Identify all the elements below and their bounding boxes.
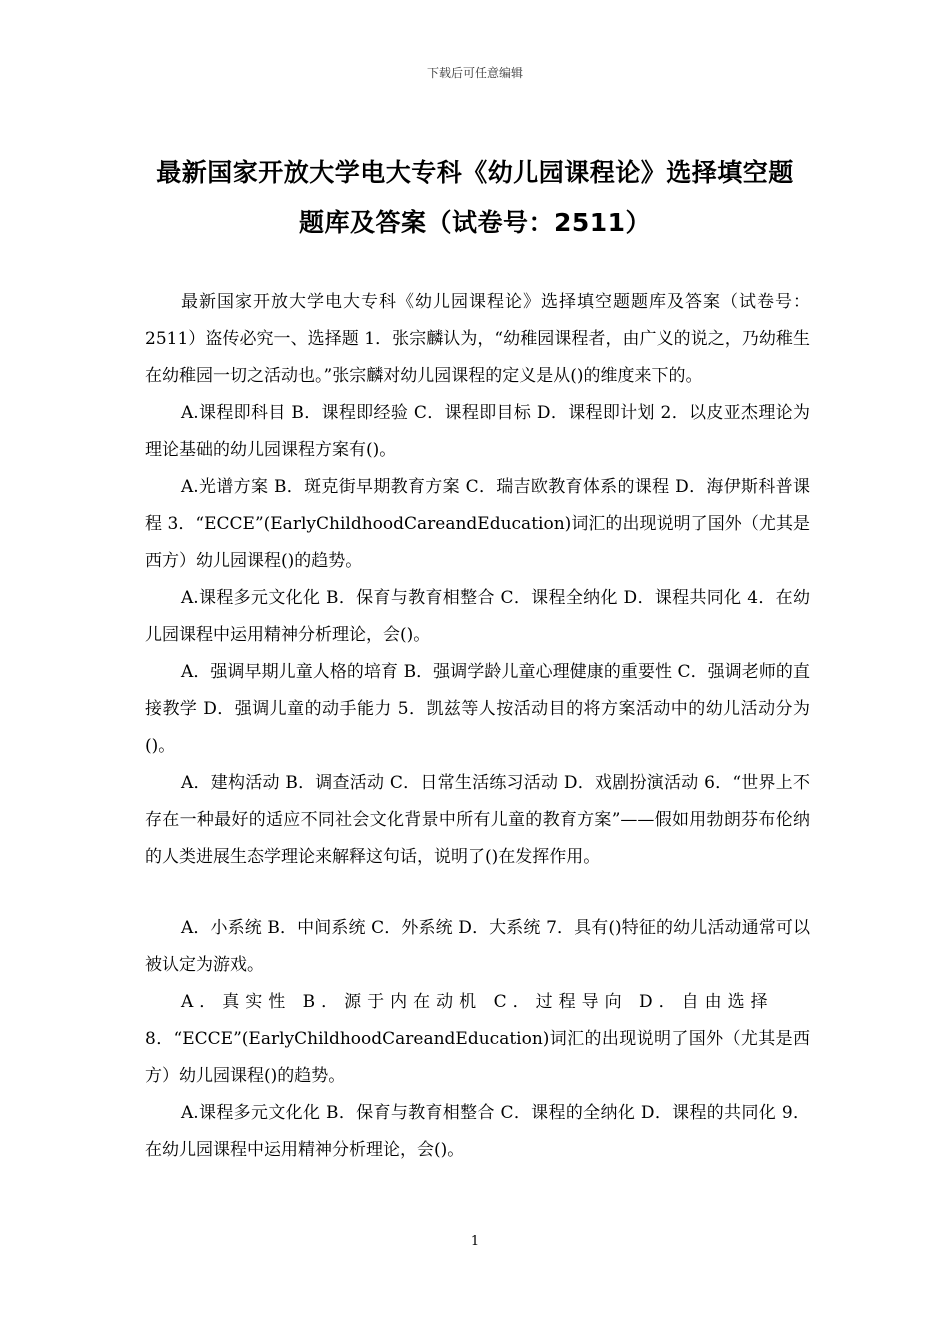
header-note: 下载后可任意编辑 [426,66,523,80]
page-number: 1 [470,1234,480,1249]
paragraph-q8-options: A.课程多元文化化 B．保育与教育相整合 C．课程的全纳化 D．课程的共同化 9．在幼儿园课程中运用精神分析理论，会()。 [145,1103,810,1160]
title-line-2: 题库及答案（试卷号：2511） [298,208,652,237]
paragraph-q4-options: A．强调早期儿童人格的培育 B．强调学龄儿童心理健康的重要性 C．强调老师的直接教学 D．强调儿童的动手能力 5．凯兹等人按活动目的将方案活动中的幼儿活动分为()。 [145,662,810,756]
paragraph-intro: 最新国家开放大学电大专科《幼儿园课程论》选择填空题题库及答案（试卷号：2511）盗传必究一、选择题 1．张宗麟认为，“幼稚园课程者，由广义的说之，乃幼稚生在幼稚园一切之活动也。”张宗麟对幼儿园课程的定义是从()的维度来下的。 [145,292,810,386]
page-title [130,148,820,248]
paragraph-q8: 8．“ECCE”(EarlyChildhoodCareandEducation)词汇的出现说明了国外（尤其是西方）幼儿园课程()的趋势。 [145,1029,810,1086]
document-body [145,284,810,1169]
title-line-1: 最新国家开放大学电大专科《幼儿园课程论》选择填空题 [156,158,794,187]
paragraph-q2-options: A.光谱方案 B．斑克街早期教育方案 C．瑞吉欧教育体系的课程 D．海伊斯科普课程 3．“ECCE”(EarlyChildhoodCareandEducation)词汇的出现说明了国外（尤其是西方）幼儿园课程()的趋势。 [145,477,810,571]
paragraph-q7-options: A．真实性 B．源于内在动机 C．过程导向 D．自由选择 [181,992,774,1012]
paragraph-q1-options: A.课程即科目 B．课程即经验 C．课程即目标 D．课程即计划 2．以皮亚杰理论为理论基础的幼儿园课程方案有()。 [145,403,810,460]
paragraph-q3-options: A.课程多元文化化 B．保育与教育相整合 C．课程全纳化 D．课程共同化 4．在幼儿园课程中运用精神分析理论，会()。 [145,588,810,645]
paragraph-q5-options: A．建构活动 B．调查活动 C．日常生活练习活动 D．戏剧扮演活动 6．“世界上不存在一种最好的适应不同社会文化背景中所有儿童的教育方案”——假如用勃朗芬布伦纳的人类进展生态学理论来解释这句话，说明了()在发挥作用。 [145,773,810,867]
paragraph-q6-options: A．小系统 B．中间系统 C．外系统 D．大系统 7．具有()特征的幼儿活动通常可以被认定为游戏。 [145,918,810,975]
